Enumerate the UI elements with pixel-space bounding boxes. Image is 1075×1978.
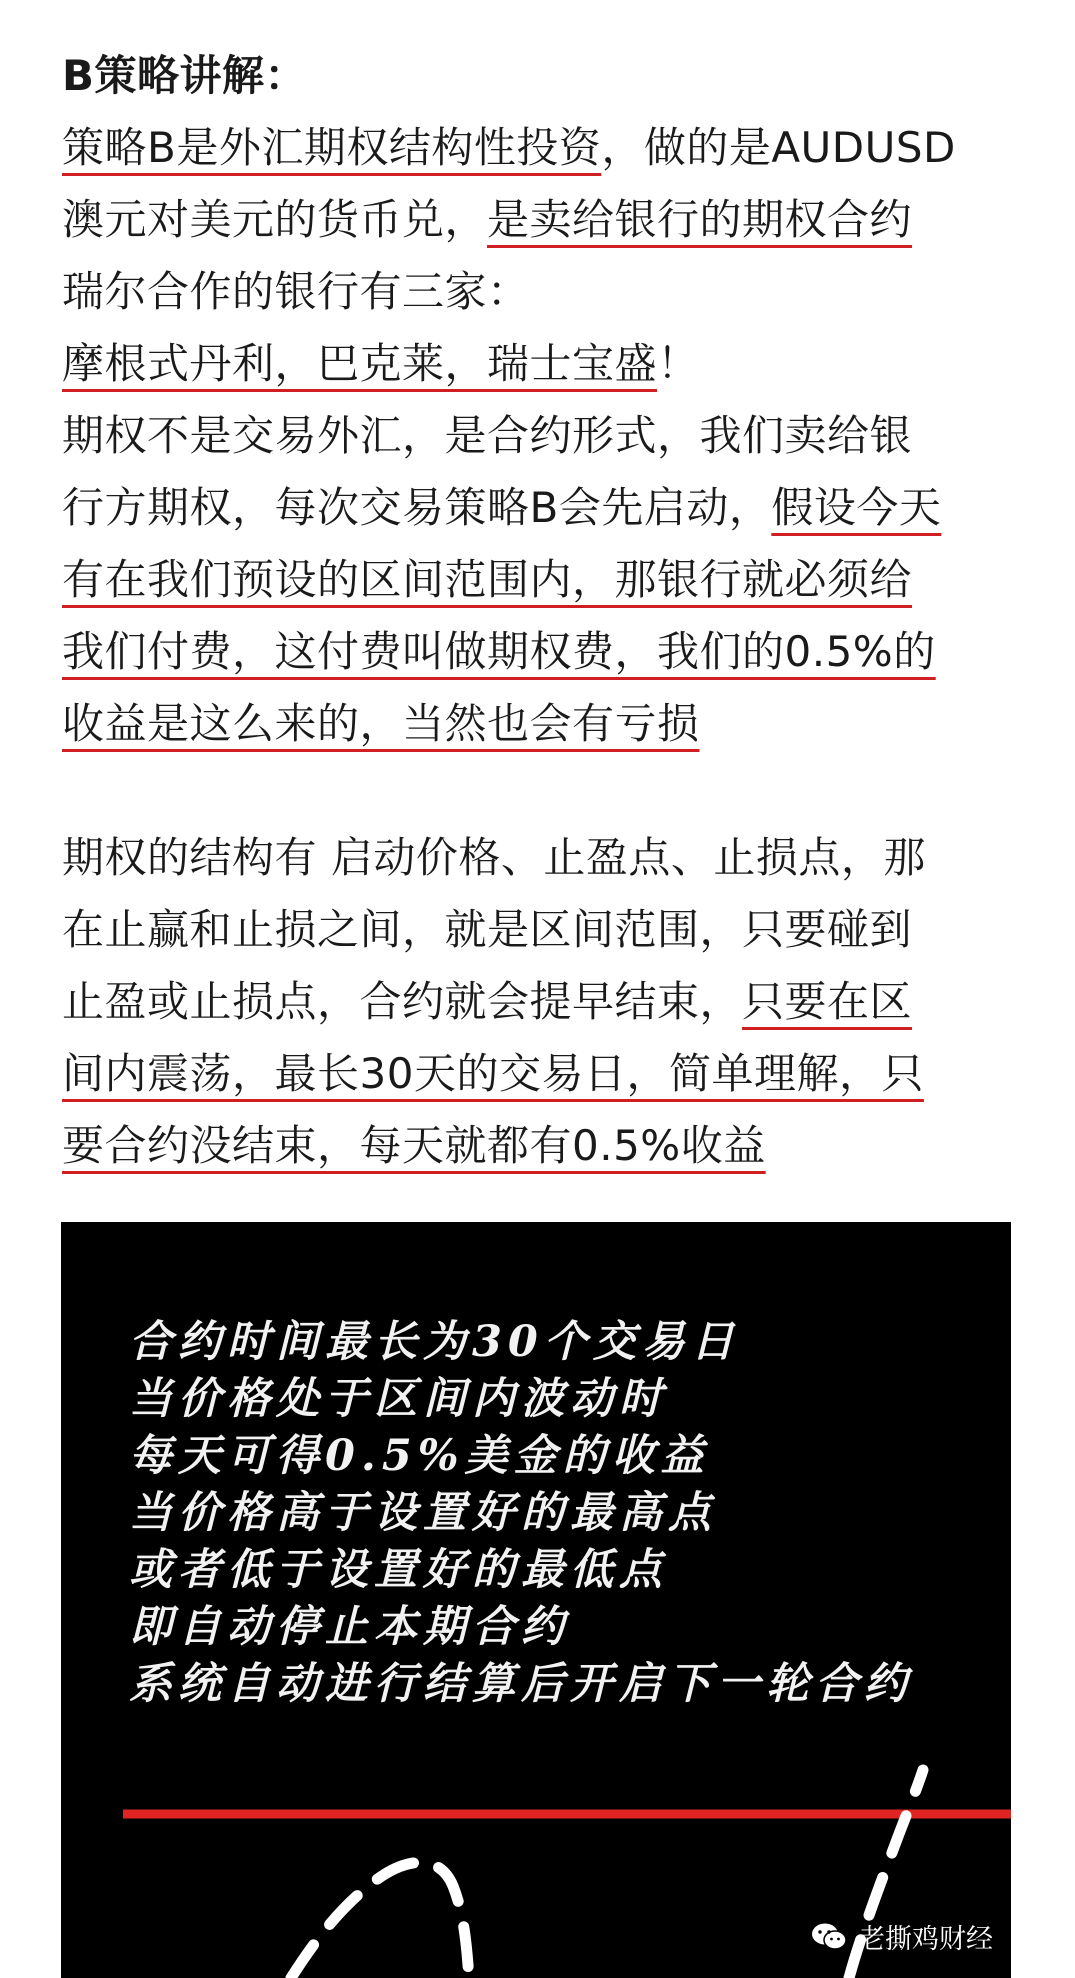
plain-text: 澳元对美元的货币兑， xyxy=(62,195,488,244)
article-body xyxy=(62,40,1042,1182)
image-caption-line: 当价格处于区间内波动时 xyxy=(129,1374,668,1424)
highlighted-text: 要合约没结束，每天就都有0.5%收益 xyxy=(62,1121,766,1170)
strategy-explainer-image xyxy=(61,1222,1011,1978)
paragraph-1-line-1 xyxy=(62,112,1042,184)
paragraph-1-line-3: 瑞尔合作的银行有三家： xyxy=(62,267,530,316)
highlighted-text: 只要在区 xyxy=(742,977,913,1026)
image-caption-line: 当价格高于设置好的最高点 xyxy=(129,1488,717,1538)
highlighted-text: 摩根式丹利，巴克莱，瑞士宝盛 xyxy=(62,339,658,388)
price-path-dashed-left xyxy=(291,1862,469,1978)
article-title: B策略讲解： xyxy=(62,51,308,100)
price-path-illustration xyxy=(61,1222,1011,1978)
plain-text: 行方期权，每次交易策略B会先启动， xyxy=(62,483,772,532)
paragraph-1-line-2 xyxy=(62,184,1042,256)
highlighted-text: 假设今天 xyxy=(771,483,942,532)
highlighted-text: 是卖给银行的期权合约 xyxy=(487,195,913,244)
plain-text: 止盈或止损点，合约就会提早结束， xyxy=(62,977,743,1026)
paragraph-gap xyxy=(62,760,1042,822)
paragraph-2-line-2: 在止赢和止损之间，就是区间范围，只要碰到 xyxy=(62,905,913,954)
paragraph-2-line-5 xyxy=(62,1110,1042,1182)
image-caption-line: 即自动停止本期合约 xyxy=(129,1602,570,1652)
paragraph-1-line-7 xyxy=(62,544,1042,616)
image-caption-line: 每天可得0.5%美金的收益 xyxy=(129,1431,710,1481)
highlighted-text: 有在我们预设的区间范围内，那银行就必须给 xyxy=(62,555,913,604)
watermark-text: 老撕鸡财经 xyxy=(858,1924,993,1955)
paragraph-2-line-4 xyxy=(62,1038,1042,1110)
watermark xyxy=(810,1917,993,1956)
image-caption-line: 合约时间最长为30个交易日 xyxy=(129,1317,740,1367)
highlighted-text: 策略B是外汇期权结构性投资 xyxy=(62,123,602,172)
highlighted-text: 我们付费，这付费叫做期权费，我们的0.5%的 xyxy=(62,627,936,676)
paragraph-2-line-1: 期权的结构有 启动价格、止盈点、止损点，那 xyxy=(62,833,926,882)
paragraph-1-line-8 xyxy=(62,616,1042,688)
plain-text: ，做的是AUDUSD xyxy=(601,123,956,172)
paragraph-1-line-4 xyxy=(62,328,1042,400)
image-caption-line: 系统自动进行结算后开启下一轮合约 xyxy=(129,1659,913,1709)
wechat-icon xyxy=(810,1921,848,1953)
highlighted-text: 间内震荡，最长30天的交易日，简单理解，只 xyxy=(62,1049,924,1098)
paragraph-1-line-5: 期权不是交易外汇，是合约形式，我们卖给银 xyxy=(62,411,913,460)
image-caption-line: 或者低于设置好的最低点 xyxy=(129,1545,668,1595)
paragraph-1-line-9 xyxy=(62,688,1042,760)
paragraph-2-line-3 xyxy=(62,966,1042,1038)
paragraph-1-line-6 xyxy=(62,472,1042,544)
highlighted-text: 收益是这么来的，当然也会有亏损 xyxy=(62,699,700,748)
plain-text: ！ xyxy=(657,339,700,388)
